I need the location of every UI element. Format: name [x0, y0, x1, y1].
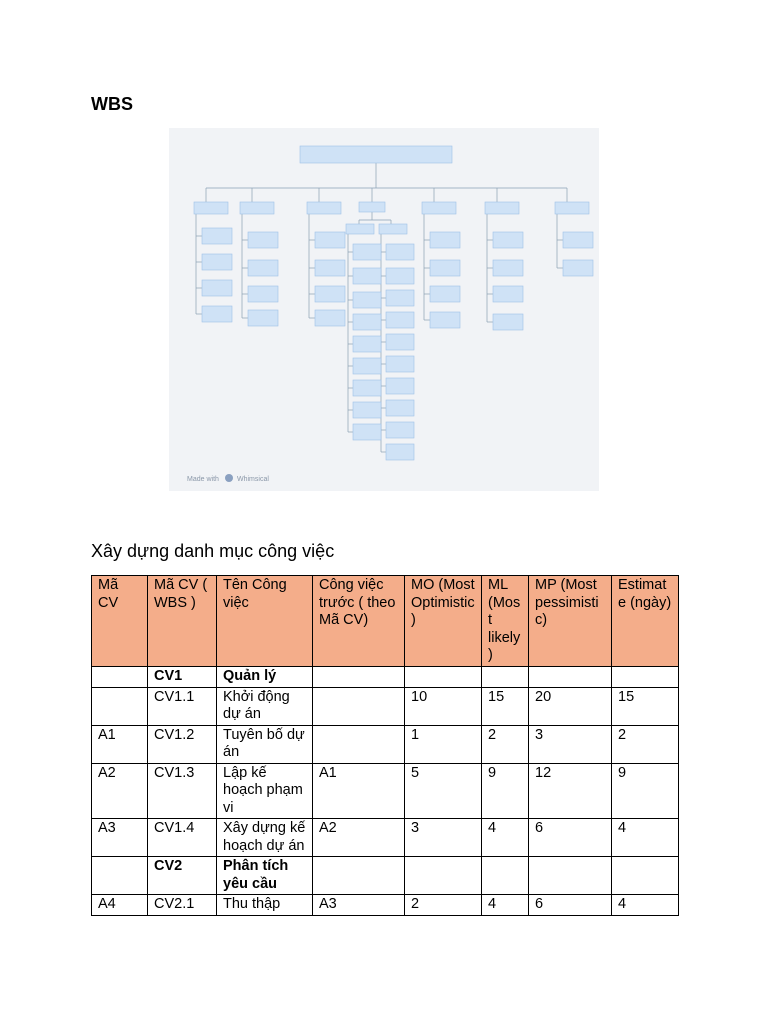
table-cell: 4: [612, 819, 679, 857]
wbs-leaf-box: [430, 312, 460, 328]
table-cell: 2: [405, 895, 482, 916]
header-cell: MO (Most Optimistic): [405, 576, 482, 667]
table-cell: CV1.2: [148, 725, 217, 763]
wbs-leaf-box: [353, 402, 381, 418]
credit-prefix: Made with: [187, 476, 219, 483]
table-cell: 6: [529, 895, 612, 916]
table-cell: 3: [405, 819, 482, 857]
wbs-leaf-box: [353, 292, 381, 308]
table-cell: Xây dựng kế hoạch dự án: [217, 819, 313, 857]
wbs-leaf-box: [353, 380, 381, 396]
header-cell: Estimate (ngày): [612, 576, 679, 667]
table-cell: A4: [92, 895, 148, 916]
wbs-leaf-box: [430, 260, 460, 276]
wbs-leaf-box: [353, 424, 381, 440]
wbs-leaf-box: [353, 268, 381, 284]
wbs-branch-box: [240, 202, 274, 214]
table-cell: [313, 687, 405, 725]
wbs-branch-box: [346, 224, 374, 234]
wbs-diagram-svg: [169, 128, 599, 491]
table-cell: [92, 667, 148, 688]
wbs-branch-box: [422, 202, 456, 214]
wbs-branch-box: [359, 202, 385, 212]
table-group-row: [92, 667, 679, 688]
table-cell: 20: [529, 687, 612, 725]
wbs-leaf-box: [202, 254, 232, 270]
wbs-leaf-box: [386, 290, 414, 306]
table-cell: CV2: [148, 857, 217, 895]
table-cell: CV1: [148, 667, 217, 688]
wbs-leaf-box: [248, 260, 278, 276]
table-cell: CV1.1: [148, 687, 217, 725]
table-row: [92, 763, 679, 819]
wbs-leaf-box: [430, 232, 460, 248]
table-cell: Lập kế hoạch phạm vi: [217, 763, 313, 819]
table-cell: A1: [92, 725, 148, 763]
wbs-branch-box: [485, 202, 519, 214]
table-cell: 3: [529, 725, 612, 763]
work-breakdown-table: [91, 575, 679, 916]
wbs-leaf-box: [493, 260, 523, 276]
wbs-leaf-box: [353, 244, 381, 260]
table-cell: Tuyên bố dự án: [217, 725, 313, 763]
wbs-branch-box: [194, 202, 228, 214]
table-cell: [405, 857, 482, 895]
table-cell: [482, 857, 529, 895]
wbs-branch-box: [379, 224, 407, 234]
table-cell: A3: [92, 819, 148, 857]
table-cell: [313, 667, 405, 688]
table-row: [92, 687, 679, 725]
wbs-leaf-box: [386, 268, 414, 284]
table-cell: A2: [92, 763, 148, 819]
table-cell: [612, 667, 679, 688]
wbs-leaf-box: [386, 400, 414, 416]
wbs-leaf-box: [563, 232, 593, 248]
header-cell: Mã CV ( WBS ): [148, 576, 217, 667]
table-cell: CV2.1: [148, 895, 217, 916]
table-cell: 1: [405, 725, 482, 763]
wbs-leaf-box: [353, 358, 381, 374]
wbs-leaf-box: [493, 286, 523, 302]
table-cell: CV1.4: [148, 819, 217, 857]
table-cell: [529, 857, 612, 895]
wbs-leaf-box: [202, 280, 232, 296]
wbs-leaf-box: [202, 306, 232, 322]
wbs-leaf-box: [563, 260, 593, 276]
wbs-leaf-box: [493, 232, 523, 248]
wbs-diagram-image: [169, 128, 599, 491]
header-cell: ML (Most likely ): [482, 576, 529, 667]
table-cell: 2: [612, 725, 679, 763]
table-cell: [482, 667, 529, 688]
wbs-root-box: [300, 146, 452, 163]
wbs-leaf-box: [386, 378, 414, 394]
table-cell: 9: [482, 763, 529, 819]
work-list-heading: Xây dựng danh mục công việc: [91, 541, 335, 561]
wbs-leaf-box: [315, 286, 345, 302]
wbs-leaf-box: [386, 422, 414, 438]
table-cell: A3: [313, 895, 405, 916]
wbs-leaf-box: [315, 232, 345, 248]
table-cell: 2: [482, 725, 529, 763]
wbs-leaf-box: [386, 334, 414, 350]
wbs-heading: WBS: [91, 94, 133, 114]
table-cell: [405, 667, 482, 688]
table-cell: 6: [529, 819, 612, 857]
header-cell: Công việc trước ( theo Mã CV): [313, 576, 405, 667]
table-cell: 9: [612, 763, 679, 819]
table-cell: [313, 857, 405, 895]
wbs-leaf-box: [315, 260, 345, 276]
wbs-leaf-box: [430, 286, 460, 302]
table-cell: 12: [529, 763, 612, 819]
table-cell: [529, 667, 612, 688]
wbs-leaf-box: [353, 336, 381, 352]
table-cell: 5: [405, 763, 482, 819]
wbs-leaf-box: [493, 314, 523, 330]
wbs-leaf-box: [386, 312, 414, 328]
table-cell: 4: [482, 895, 529, 916]
table-group-row: [92, 857, 679, 895]
table-cell: [92, 857, 148, 895]
diagram-credit: [187, 474, 269, 483]
table-cell: Khởi động dự án: [217, 687, 313, 725]
wbs-leaf-box: [386, 244, 414, 260]
table-cell: [612, 857, 679, 895]
credit-brand: Whimsical: [237, 476, 269, 483]
table-cell: 15: [612, 687, 679, 725]
wbs-leaf-box: [248, 232, 278, 248]
table-cell: Phân tích yêu cầu: [217, 857, 313, 895]
wbs-leaf-box: [248, 310, 278, 326]
table-cell: Thu thập: [217, 895, 313, 916]
wbs-leaf-box: [248, 286, 278, 302]
table-cell: Quản lý: [217, 667, 313, 688]
table-row: [92, 895, 679, 916]
wbs-branch-box: [555, 202, 589, 214]
table-cell: 4: [482, 819, 529, 857]
table-cell: A2: [313, 819, 405, 857]
table-cell: 15: [482, 687, 529, 725]
wbs-leaf-box: [386, 356, 414, 372]
table-cell: 10: [405, 687, 482, 725]
table-cell: [313, 725, 405, 763]
table-cell: 4: [612, 895, 679, 916]
wbs-leaf-box: [386, 444, 414, 460]
header-cell: Tên Công việc: [217, 576, 313, 667]
wbs-leaf-box: [315, 310, 345, 326]
table-row: [92, 819, 679, 857]
wbs-branch-box: [307, 202, 341, 214]
table-header-row: [92, 576, 679, 667]
table-row: [92, 725, 679, 763]
wbs-leaf-box: [202, 228, 232, 244]
header-cell: Mã CV: [92, 576, 148, 667]
header-cell: MP (Most pessimistic): [529, 576, 612, 667]
table-cell: [92, 687, 148, 725]
wbs-leaf-box: [353, 314, 381, 330]
table-cell: CV1.3: [148, 763, 217, 819]
whimsical-logo-icon: [225, 474, 233, 482]
table-cell: A1: [313, 763, 405, 819]
